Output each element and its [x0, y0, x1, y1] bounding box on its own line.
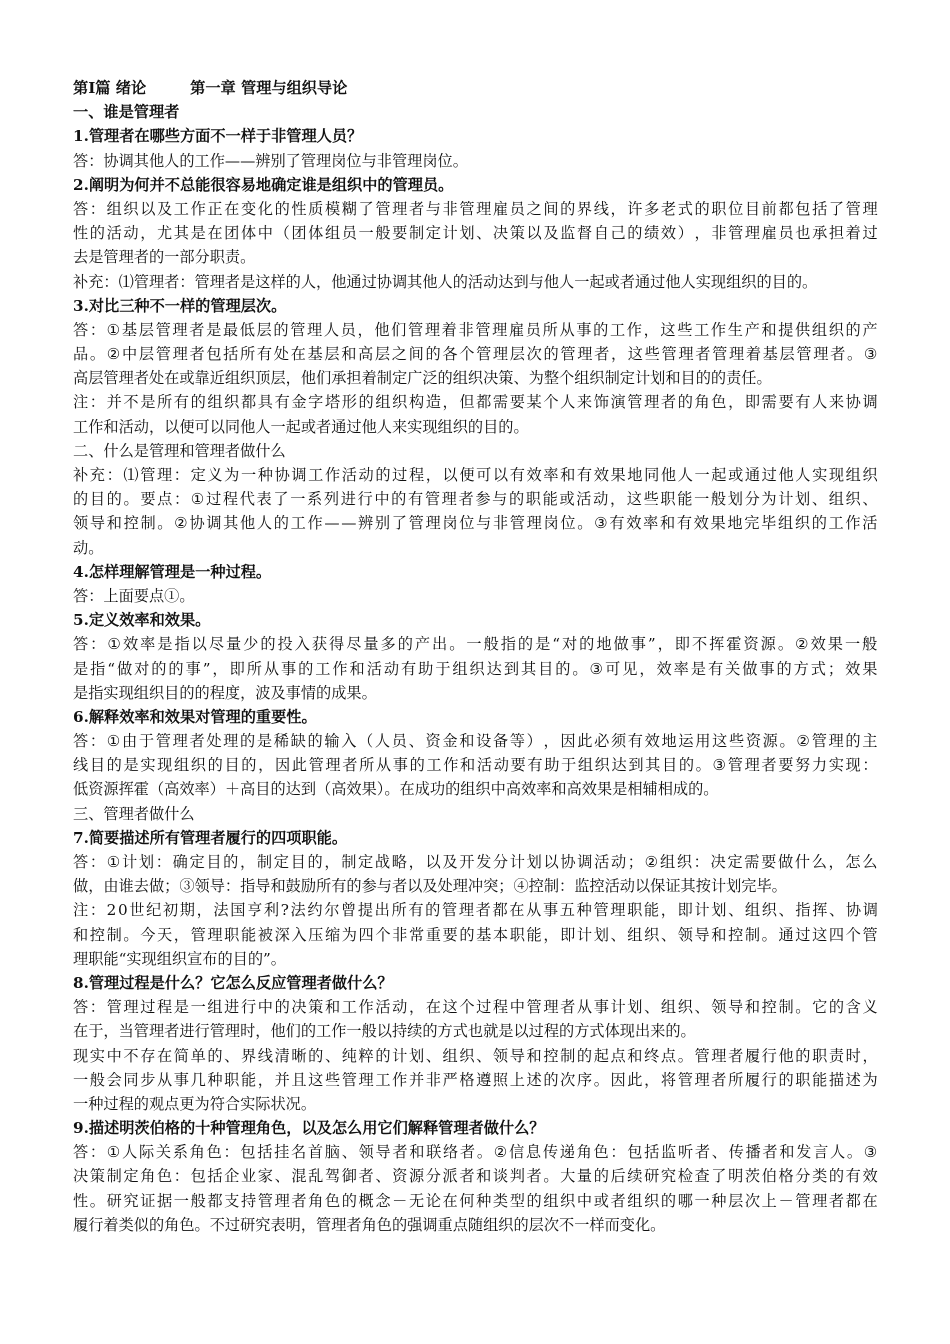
text-line: 线 目 的 是 实 现 组 织 的 目 的 ， 因 此 管 理 者 所 从 事 的 工 作 和 活 动 要 有 助 于 组 织 达 到 其 目 的 。 ③ 管 理 者 要 努 力 实 现 ：	[73, 756, 878, 775]
text-line: 是 指 “ 做 对 的 的 事 ” ， 即 所 从 事 的 工 作 和 活 动 有 助 于 组 织 达 到 其 目 的 。 ③ 可 见 ， 效 率 是 有 关 做 事 的 方 式 ； 效 果	[73, 659, 878, 678]
text-line: 履行着类似的角色。不过研究表明，管理者角色的强调重点随组织的层次不一样而变化。	[73, 1215, 666, 1234]
question-line: 1.管理者在哪些方面不一样于非管理人员？	[73, 127, 363, 146]
question-line: 6.解释效率和效果对管理的重要性。	[73, 707, 317, 726]
text-line: 决 策 制 定 角 色 ： 包 括 企 业 家 、 混 乱 驾 御 者 、 资 源 分 派 者 和 谈 判 者 。 大 量 的 后 续 研 究 检 查 了 明 茨 伯 格 分 类 的 有 效	[73, 1167, 878, 1186]
text-line: 一种过程的观点更为符合实际状况。	[73, 1094, 316, 1113]
text-line: 补 充 ： ⑴ 管 理 ： 定 义 为 一 种 协 调 工 作 活 动 的 过 程 ， 以 便 可 以 有 效 率 和 有 效 果 地 同 他 人 一 起 或 通 过 他 人 实 现 组 织	[73, 466, 878, 484]
text-line: 低资源挥霍（高效率）＋高目的达到（高效果）。在成功的组织中高效率和高效果是相辅相成的。	[73, 780, 719, 799]
question-line: 5.定义效率和效果。	[73, 611, 211, 630]
text-line: 答 ： ① 基 层 管 理 者 是 最 低 层 的 管 理 人 员 ， 他 们 管 理 着 非 管 理 雇 员 所 从 事 的 工 作 ， 这 些 工 作 生 产 和 提 供 组 织 的 产	[73, 320, 878, 339]
text-line: 答：上面要点①。	[73, 586, 195, 605]
text-line: 答：协调其他人的工作——辨别了管理岗位与非管理岗位。	[73, 151, 468, 170]
text-line: 现 实 中 不 存 在 简 单 的 、 界 线 清 晰 的 、 纯 粹 的 计 划 、 组 织 、 领 导 和 控 制 的 起 点 和 终 点 。 管 理 者 履 行 他 的 职 责 时 ，	[73, 1046, 878, 1065]
text-line: 是指实现组织目的的程度，波及事情的成果。	[73, 683, 377, 702]
text-line: 和 控 制 。 今 天 ， 管 理 职 能 被 深 入 压 缩 为 四 个 非 常 重 要 的 基 本 职 能 ， 即 计 划 、 组 织 、 领 导 和 控 制 。 通 过 这 四 个 管	[73, 925, 878, 944]
text-line: 补充：⑴管理者：管理者是这样的人，他通过协调其他人的活动达到与他人一起或者通过他人实现组织的目的。	[73, 272, 818, 291]
text-line: 工作和活动，以便可以同他人一起或者通过他人来实现组织的目的。	[73, 417, 529, 436]
text-line: 品 。 ② 中 层 管 理 者 包 括 所 有 处 在 基 层 和 高 层 之 间 的 各 个 管 理 层 次 的 管 理 者 ， 这 些 管 理 者 管 理 着 基 层 管 理 者 。 ③	[73, 345, 878, 364]
document-page	[73, 76, 878, 1237]
text-line: 答 ： ① 人 际 关 系 角 色 ： 包 括 挂 名 首 脑 、 领 导 者 和 联 络 者 。 ② 信 息 传 递 角 色 ： 包 括 监 听 者 、 传 播 者 和 发 言 人 。 ③	[73, 1143, 878, 1162]
text-line: 一 般 会 同 步 从 事 几 种 职 能 ， 并 且 这 些 管 理 工 作 并 非 严 格 遵 照 上 述 的 次 序 。 因 此 ， 将 管 理 者 所 履 行 的 职 能 描 述 为	[73, 1070, 878, 1089]
text-line: 答 ： ① 由 于 管 理 者 处 理 的 是 稀 缺 的 输 入 （ 人 员 、 资 金 和 设 备 等 ） ， 因 此 必 须 有 效 地 运 用 这 些 资 源 。 ② 管 理 的 主	[73, 732, 878, 751]
question-line: 一、谁是管理者	[73, 103, 180, 122]
text-line: 理职能“实现组织宣布的目的”。	[73, 949, 286, 968]
text-line: 去是管理者的一部分职责。	[73, 248, 256, 267]
text-line: 答 ： 管 理 过 程 是 一 组 进 行 中 的 决 策 和 工 作 活 动 ， 在 这 个 过 程 中 管 理 者 从 事 计 划 、 组 织 、 领 导 和 控 制 。 它 的 含 义	[73, 998, 878, 1017]
question-line: 4.怎样理解管理是一种过程。	[73, 562, 272, 581]
text-line: 答 ： ① 效 率 是 指 以 尽 量 少 的 投 入 获 得 尽 量 多 的 产 出 。 一 般 指 的 是 “ 对 的 地 做 事 ” ， 即 不 挥 霍 资 源 。 ② 效 果 一 般	[73, 635, 878, 654]
question-line: 8.管理过程是什么？它怎么反应管理者做什么？	[73, 973, 393, 992]
text-line: 三、管理者做什么	[73, 804, 195, 823]
text-line: 在于，当管理者进行管理时，他们的工作一般以持续的方式也就是以过程的方式体现出来的。	[73, 1022, 696, 1041]
text-line: 答 ： ① 计 划 ： 确 定 目 的 ， 制 定 目 的 ， 制 定 战 略 ， 以 及 开 发 分 计 划 以 协 调 活 动 ； ② 组 织 ： 决 定 需 要 做 什 么 ， 怎 么	[73, 853, 878, 871]
text-line: 二、什么是管理和管理者做什么	[73, 441, 286, 460]
question-line: 2.阐明为何并不总能很容易地确定谁是组织中的管理员。	[73, 175, 454, 194]
document-body	[73, 100, 878, 1237]
text-line: 做，由谁去做；③领导：指导和鼓励所有的参与者以及处理冲突；④控制：监控活动以保证其按计划完毕。	[73, 877, 787, 896]
question-line: 3.对比三种不一样的管理层次。	[73, 296, 287, 315]
text-line: 高层管理者处在或靠近组织顶层，他们承担着制定广泛的组织决策、为整个组织制定计划和目的的责任。	[73, 369, 772, 388]
text-line: 注 ： 并 不 是 所 有 的 组 织 都 具 有 金 字 塔 形 的 组 织 构 造 ， 但 都 需 要 某 个 人 来 饰 演 管 理 者 的 角 色 ， 即 需 要 有 人 来 协 调	[73, 393, 878, 412]
text-line: 的 目 的 。 要 点 ： ① 过 程 代 表 了 一 系 列 进 行 中 的 有 管 理 者 参 与 的 职 能 或 活 动 ， 这 些 职 能 一 般 划 分 为 计 划 、 组 织 、	[73, 490, 878, 509]
text-line: 领 导 和 控 制 。 ② 协 调 其 他 人 的 工 作 — — 辨 别 了 管 理 岗 位 与 非 管 理 岗 位 。 ③ 有 效 率 和 有 效 果 地 完 毕 组 织 的 工 作 活	[73, 514, 878, 533]
text-line: 注 ： 2 0 世 纪 初 期 ， 法 国 亨 利 ? 法 约 尔 曾 提 出 所 有 的 管 理 者 都 在 从 事 五 种 管 理 职 能 ， 即 计 划 、 组 织 、 指 挥 、 协 调	[73, 901, 878, 920]
text-line: 性 的 活 动 ， 尤 其 是 在 团 体 中 （ 团 体 组 员 一 般 要 制 定 计 划 、 决 策 以 及 监 督 自 己 的 绩 效 ） ， 非 管 理 雇 员 也 承 担 着 过	[73, 224, 878, 243]
text-line: 性 。 研 究 证 据 一 般 都 支 持 管 理 者 角 色 的 概 念 － 无 论 在 何 种 类 型 的 组 织 中 或 者 组 织 的 哪 一 种 层 次 上 － 管 理 者 都 在	[73, 1191, 878, 1210]
text-line: 动。	[73, 538, 104, 557]
question-line: 9.描述明茨伯格的十种管理角色，以及怎么用它们解释管理者做什么？	[73, 1119, 545, 1138]
chapter-title: 第一章 管理与组织导论	[190, 79, 348, 97]
document-header	[73, 76, 878, 100]
part-title: 第Ⅰ篇 绪论	[73, 79, 147, 97]
text-line: 答 ： 组 织 以 及 工 作 正 在 变 化 的 性 质 模 糊 了 管 理 者 与 非 管 理 雇 员 之 间 的 界 线 ， 许 多 老 式 的 职 位 目 前 都 包 括 了 管 理	[73, 199, 878, 218]
question-line: 7.简要描述所有管理者履行的四项职能。	[73, 828, 348, 847]
